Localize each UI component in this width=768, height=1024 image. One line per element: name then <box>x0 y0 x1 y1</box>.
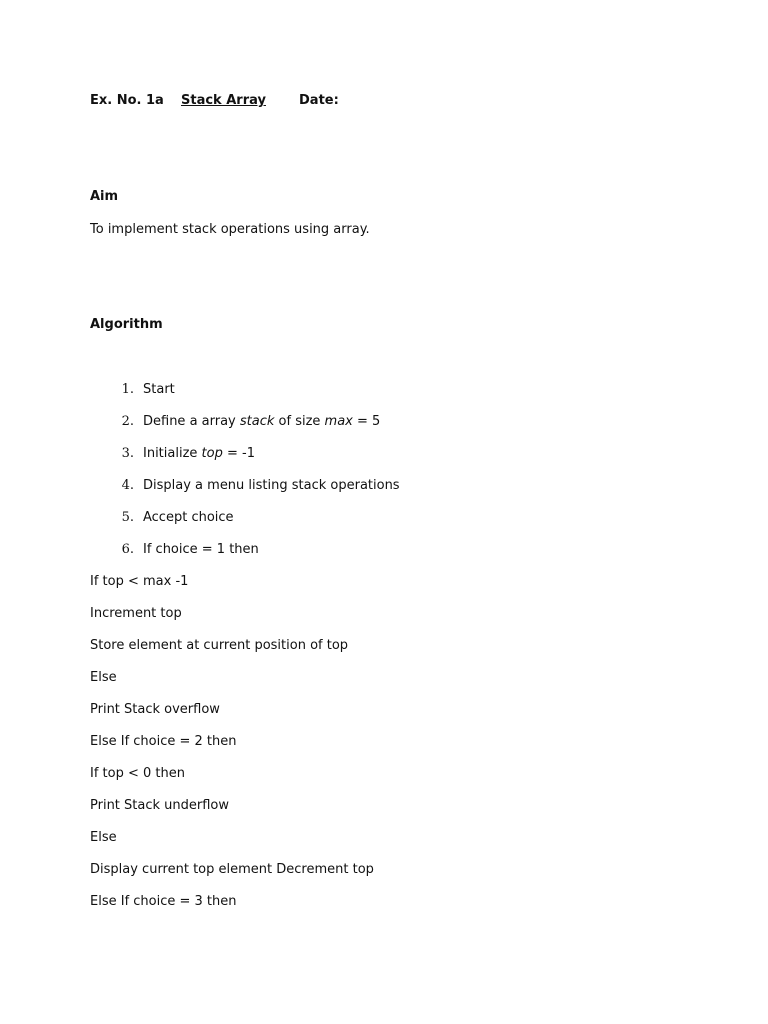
step-number: 4. <box>121 478 134 493</box>
algorithm-line: Else <box>90 830 117 845</box>
step-text: If choice = 1 then <box>143 542 259 557</box>
algorithm-line: Display current top element Decrement top <box>90 862 374 877</box>
exercise-number: Ex. No. 1a <box>90 93 164 108</box>
aim-text: To implement stack operations using array. <box>90 222 370 237</box>
step-text: Start <box>143 382 175 397</box>
algorithm-line: Else If choice = 2 then <box>90 734 237 749</box>
algorithm-line: Print Stack underflow <box>90 798 230 813</box>
algorithm-line: Else <box>90 670 117 685</box>
algorithm-line: Store element at current position of top <box>90 638 349 653</box>
step-number: 2. <box>121 414 134 429</box>
date-label: Date: <box>299 93 339 108</box>
aim-heading: Aim <box>90 189 119 204</box>
step-text: Accept choice <box>143 510 234 525</box>
step-number: 6. <box>121 542 134 557</box>
step-number: 1. <box>121 382 134 397</box>
step-text: Initialize top = -1 <box>143 446 255 461</box>
algorithm-line: Print Stack overflow <box>90 702 220 717</box>
algorithm-line: If top < 0 then <box>90 766 185 781</box>
step-number: 5. <box>121 510 134 525</box>
algorithm-heading: Algorithm <box>90 317 163 332</box>
exercise-title: Stack Array <box>181 93 266 108</box>
step-text: Display a menu listing stack operations <box>143 478 400 493</box>
algorithm-line: Else If choice = 3 then <box>90 894 237 909</box>
step-number: 3. <box>121 446 134 461</box>
algorithm-line: Increment top <box>90 606 182 621</box>
algorithm-line: If top < max -1 <box>90 574 189 589</box>
step-text: Define a array stack of size max = 5 <box>143 414 381 429</box>
